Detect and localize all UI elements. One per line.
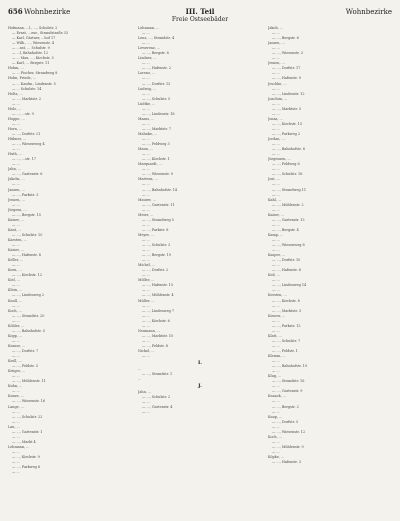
list-item: — ...	[272, 399, 280, 404]
list-item: — ...	[142, 400, 150, 405]
list-item: Lindner, ...	[138, 56, 157, 61]
list-item: — ..., Gartenstr. 11	[142, 202, 175, 207]
list-item: — ..., Feldstr. 1	[272, 349, 298, 353]
list-item: — ...	[12, 222, 20, 227]
list-item: — ..., Lindenweg 2	[12, 293, 45, 298]
list-item: — ..., Parkstr. 3	[12, 192, 39, 197]
list-item: — ..., Feldstr. 8	[142, 343, 168, 348]
list-item: ...	[138, 377, 142, 382]
list-item: — ...	[142, 152, 150, 157]
list-item: — ...nst, ... Schulstr. 9	[12, 46, 50, 51]
list-item: Martens, ...	[138, 177, 158, 182]
list-item: Keller, ...	[8, 258, 24, 263]
list-item: — ..., Wiesenstr. 16	[12, 399, 46, 404]
list-item: Holm, Friedr., ...	[8, 76, 37, 81]
list-item: Kaiser, ...	[8, 217, 25, 222]
list-item: — ..., Lindenstr. 18	[142, 111, 175, 116]
list-item: — ..., Wiesenstr. 3	[272, 51, 303, 56]
list-item: Lau, ...	[8, 424, 20, 429]
list-item: — ...l, Bahnhofstr. 12	[12, 51, 49, 56]
list-item: — ..., Hafenstr. 6	[272, 268, 301, 273]
list-item: — ...	[142, 313, 150, 318]
list-item: — ...	[272, 359, 280, 364]
list-item: — Karl, Gärtner, ...hof 17	[12, 36, 56, 41]
list-item: Ludwig, ...	[138, 86, 157, 91]
list-item: — ...	[12, 243, 20, 248]
list-item: — ..., Hafenstr. 9	[272, 76, 301, 81]
list-item: Jensen, ...	[268, 61, 285, 66]
column-2	[138, 26, 262, 515]
list-item: — ...	[272, 101, 280, 106]
list-item: — ..., Markt 4	[12, 439, 36, 444]
list-item: — ..., Bergstr. 19	[142, 253, 171, 258]
list-item: — ...	[12, 303, 20, 308]
list-item: — Ernst, ...eur., Strandstraße 33	[12, 31, 69, 36]
list-item: — ..., Strandstr. 1	[142, 372, 173, 377]
list-item: — ..., Dorfstr. 2	[142, 268, 169, 273]
list-item: — ...	[12, 460, 20, 465]
list-item: — ...	[272, 248, 280, 253]
list-item: — ...	[12, 409, 20, 414]
list-item: — Wilh., ..., Wiesenstr. 4	[12, 41, 54, 46]
list-item: — ..., Gartenstr. 6	[12, 172, 43, 177]
list-item: Jansen, ...	[8, 187, 25, 192]
list-item: — ..., Hafenstr. 2	[142, 66, 171, 71]
list-item: — ...	[12, 121, 20, 126]
list-item: — ...	[12, 354, 20, 359]
list-item: — ..., Strandweg 11	[272, 187, 307, 192]
list-item: — ..., Mühlenstr. 11	[12, 379, 46, 384]
list-item: — ..., Bahnhofstr. 8	[272, 147, 305, 152]
list-item: — ...	[272, 369, 280, 374]
list-item: — ...	[272, 71, 280, 76]
list-item: Müller, ...	[138, 298, 155, 303]
list-item: — ...	[142, 222, 150, 227]
list-item: — ..., Gartenstr. 9	[272, 389, 303, 394]
list-item: — ... Kaufm., Lindenstr. 5	[12, 81, 56, 86]
list-item: — Karl, ... Bergstr. 11	[12, 61, 50, 66]
list-item: Holtz, ...	[8, 91, 23, 96]
list-item: — ..., Schulstr. 3	[142, 243, 171, 248]
list-item: — ..., Bergstr. 8	[142, 51, 169, 56]
list-item: — ...	[12, 147, 20, 152]
list-item: — ..., Wiesenstr. 9	[142, 172, 173, 177]
list-item: — ...	[12, 101, 20, 106]
directory-columns	[8, 26, 392, 515]
list-item: — ...	[142, 273, 150, 278]
list-item: — ... Fischer, Strandweg 8	[12, 71, 58, 76]
list-item: — ..., Marktstr. 7	[142, 126, 172, 131]
list-item: Köpke, ...	[268, 454, 285, 459]
list-item: Kiesow, ...	[268, 313, 286, 318]
list-item: — ...	[272, 263, 280, 268]
list-item: Klein, ...	[8, 288, 23, 293]
list-item: — ...	[142, 192, 150, 197]
header-place: Freie Ostseebäder	[171, 16, 229, 23]
list-item: — ...	[12, 338, 20, 343]
list-item: Hofmann, ...l., ..., Schulstr. 2	[8, 26, 58, 30]
list-item: Kaiser, ...	[8, 248, 25, 253]
list-item: — ...	[272, 424, 280, 429]
list-item: Jonas, ...	[268, 116, 283, 121]
list-item: Köhler, ...	[8, 323, 25, 328]
list-item: — ..., Schulstr. 5	[142, 96, 171, 101]
column-3	[268, 26, 392, 515]
list-item: — ...	[12, 434, 20, 439]
list-item: — ..., Bergstr. 6	[272, 36, 299, 41]
list-item: Kamp, ...	[268, 232, 284, 237]
list-item: — ..., Mühlenstr. 2	[272, 202, 304, 207]
list-item: Meyer, ...	[138, 232, 155, 237]
list-item: Lorenz, ...	[138, 71, 156, 76]
list-item: Koch, ...	[268, 434, 282, 439]
list-item: — ..., Marktstr. 5	[272, 106, 302, 111]
list-item: — ..., Kirchstr. 1	[142, 157, 170, 162]
list-item: — ..., Hafenstr. 15	[142, 283, 174, 288]
list-item: — ...	[142, 354, 150, 359]
header-part: III. Teil	[185, 7, 215, 16]
list-item: — ...	[272, 237, 280, 242]
list-item: — ...	[142, 182, 150, 187]
list-item: — ...	[12, 374, 20, 379]
list-item: — ...	[272, 111, 280, 116]
list-item: Jansen, ...	[268, 41, 285, 46]
list-item: — ...	[142, 288, 150, 293]
list-item: Knop, ...	[268, 414, 283, 419]
list-item: — ..., Kirchstr. 15	[272, 121, 302, 126]
list-item: — ..., Parkstr. 12	[272, 323, 301, 328]
list-item: — ..., Wiesenweg 4	[12, 142, 45, 147]
list-item: — ..., Kirchstr. 8	[272, 298, 300, 303]
list-item: — ...	[12, 470, 20, 475]
list-item: — ...	[272, 152, 280, 157]
list-item: — ...	[142, 91, 150, 96]
list-item: — ..., Dorfstr. 7	[12, 349, 39, 353]
list-item: Marquardt, ...	[138, 162, 163, 167]
list-item: — ... Schulstr. 14	[12, 86, 42, 91]
list-item: — ...	[272, 46, 280, 51]
list-item: — ..., Gartenstr. 13	[272, 217, 305, 222]
list-item: Hübner, ...	[8, 137, 27, 142]
list-item: — ...	[142, 61, 150, 66]
list-item: — ..., Parkweg 2	[272, 131, 300, 136]
list-item: — ...	[142, 207, 150, 212]
list-item: — ..., Schulstr. 10	[12, 232, 43, 237]
list-item: — ..., Strandweg 5	[142, 217, 174, 222]
list-item: Lewerenz, ...	[138, 46, 161, 51]
list-item: Maass, ...	[138, 116, 155, 121]
list-item: Klemm, ...	[268, 354, 286, 359]
list-item: Kunze, ...	[8, 394, 25, 399]
list-item: — ..., ...str. 9	[12, 111, 34, 116]
list-item: — ...	[142, 338, 150, 343]
list-item: — ...	[272, 384, 280, 389]
list-item: Lenz, ..., Strandstr. 4	[138, 36, 175, 41]
list-item: — ...	[142, 137, 150, 142]
list-item: — ..., Feldstr. 3	[12, 364, 38, 369]
list-item: — ..., Dorfstr. 21	[12, 131, 41, 136]
list-item: Kersten, ...	[268, 293, 287, 298]
list-item: — ...	[272, 409, 280, 414]
list-item: — ...	[12, 419, 20, 424]
list-item: — ...	[142, 41, 150, 46]
page-number: 656	[8, 7, 23, 16]
list-item: — ...	[272, 192, 280, 197]
list-item: — ..., Dorfstr. 10	[272, 258, 301, 263]
list-item: — ...	[272, 126, 280, 131]
list-item: — ...	[272, 222, 280, 227]
list-item: Jordan, ...	[268, 137, 285, 142]
list-item: — ...	[272, 56, 280, 61]
list-item: — ..., Bahnhofstr. 19	[272, 364, 308, 369]
list-item: — ..., Dorfstr. 17	[272, 66, 301, 71]
list-item: — ..., Dorfstr. 13	[142, 81, 171, 86]
list-item: Kern, ...	[8, 268, 22, 273]
page-header	[8, 6, 392, 23]
list-item: — ..., Kirchstr. 12	[12, 273, 42, 278]
list-item: — ...	[272, 328, 280, 333]
list-item: — ...	[12, 162, 20, 167]
list-item: — ..., Bahnhofstr. 5	[12, 328, 45, 333]
list-item: Just, ...	[268, 177, 281, 182]
list-item: — ..., Strandstr. 16	[272, 379, 305, 384]
list-item: — ..., Marktstr. 10	[142, 333, 174, 338]
list-item: Kant, ...	[8, 227, 22, 232]
list-item: — ...	[142, 248, 150, 253]
list-item: — ..., Schulstr. 16	[272, 172, 303, 177]
list-item: — ..., Schulstr. 22	[12, 414, 43, 419]
list-item: — ..., Mühlenstr. 4	[142, 293, 174, 298]
list-item: — ..., Hafenstr. 8	[12, 253, 41, 258]
list-item: Jakob, ...	[268, 26, 284, 30]
list-item: — ...	[12, 283, 20, 288]
list-item: — ...	[142, 258, 150, 263]
list-item: Kasper, ...	[268, 253, 286, 258]
list-item: Kuhn, ...	[8, 384, 23, 389]
list-item: — ..., Bergstr. 4	[272, 227, 299, 232]
list-item: Möller, ...	[138, 278, 155, 283]
list-item: — ...	[142, 237, 150, 242]
list-item: Jakobs, ...	[8, 177, 25, 182]
list-item: Huth, ...	[8, 152, 23, 157]
list-item: — ...	[272, 207, 280, 212]
list-item: — ...	[272, 278, 280, 283]
list-item: Michel, ...	[138, 263, 156, 268]
list-item: — ..., Marktstr. 3	[272, 308, 302, 313]
list-item: Krüger, ...	[8, 369, 26, 374]
list-item: — ..., Strandstr. 20	[12, 313, 45, 318]
list-item: — ...	[142, 303, 150, 308]
list-item: Keil, ...	[268, 273, 281, 278]
header-left-word: Wohnbezirke	[24, 8, 71, 16]
list-item: — ...	[142, 106, 150, 111]
list-item: Knaack, ...	[268, 394, 287, 399]
list-item: — ...	[12, 449, 20, 454]
list-item: Meier, ...	[138, 212, 154, 217]
list-item: — ..., Marktstr. 2	[12, 96, 42, 101]
list-item: Jensen, ...	[8, 197, 25, 202]
header-right-word: Wohnbezirke	[345, 8, 392, 16]
list-item: — ...	[12, 263, 20, 268]
list-item: — ...	[12, 202, 20, 207]
column-1	[8, 26, 132, 515]
list-item: — ..., Lindenstr. 12	[272, 91, 305, 96]
list-item: — ...	[12, 318, 20, 323]
list-item: — ...	[142, 323, 150, 328]
list-item: — ..., Wiesenstr. 12	[272, 429, 306, 434]
list-item: Jürgens, ...	[8, 207, 27, 212]
list-item: — ...	[142, 76, 150, 81]
list-item: — ..., Feldweg 6	[272, 162, 300, 167]
list-item: Kroll, ...	[8, 359, 22, 364]
list-item: Kopp, ...	[8, 333, 23, 338]
list-item: — ..., Wiesenweg 8	[272, 243, 305, 248]
list-item: — ...	[142, 31, 150, 36]
list-item: — ...	[12, 389, 20, 394]
list-item: — ...	[142, 121, 150, 126]
list-item: Hohm, ...	[8, 66, 24, 71]
list-item: Jeschke, ...	[268, 81, 287, 86]
list-item: — ..., Bergstr. 15	[12, 212, 41, 217]
list-item: — ...	[142, 167, 150, 172]
list-item: ...	[138, 367, 142, 372]
list-item: Klug, ...	[268, 374, 282, 379]
list-item: — ..., Dorfstr. 5	[272, 419, 299, 424]
list-item: — ...	[272, 318, 280, 323]
section-letter: J.	[198, 383, 202, 390]
list-item: — ...	[272, 288, 280, 293]
list-item: — ..., Parkweg 6	[12, 465, 40, 470]
list-item: — ..., Mühlenstr. 9	[272, 444, 304, 449]
list-item: Kaiser, ...	[268, 212, 285, 217]
list-item: — ..., Gartenstr. 4	[142, 405, 173, 410]
list-item: — ..., Bahnhofstr. 14	[142, 187, 178, 192]
list-item: — ...	[272, 449, 280, 454]
list-item: — ...	[142, 410, 150, 415]
list-item: Lehmann, ...	[138, 26, 160, 30]
list-item: — ..., Kirchstr. 6	[142, 318, 170, 323]
list-item: Karsten, ...	[8, 237, 27, 242]
list-item: Jürgensen, ...	[268, 157, 291, 162]
list-item: Kiel, ...	[8, 278, 21, 283]
list-item: — ..., ...str. 17	[12, 157, 36, 162]
list-item: Lüdtke, ...	[138, 101, 156, 106]
list-item: Joachim, ...	[268, 96, 288, 101]
list-item: — ...	[12, 182, 20, 187]
list-item: Krause, ...	[8, 343, 26, 348]
list-item: — ..., Gartenstr. 1	[12, 429, 43, 434]
list-item: Jahn, ...	[138, 390, 152, 395]
list-item: — ..., Bergstr. 2	[272, 404, 299, 409]
list-item: Koch, ...	[8, 308, 22, 313]
list-item: — ...	[272, 31, 280, 36]
list-item: Horn, ...	[8, 126, 23, 131]
list-item: Lehmann, ...	[8, 444, 30, 449]
section-letter: I.	[197, 360, 203, 367]
list-item: Hoppe, ...	[8, 116, 25, 121]
list-item: — ..., Feldweg 3	[142, 142, 170, 147]
list-item: Neumann, ...	[138, 328, 161, 333]
list-item: Nickel, ...	[138, 349, 155, 353]
list-item: — ..., Kirchstr. 9	[12, 454, 40, 459]
list-item: Lange, ...	[8, 404, 25, 409]
list-item: — ..., Lindenweg 14	[272, 283, 307, 288]
list-item: Kahl, ...	[268, 197, 282, 202]
list-item: Mahnke, ...	[138, 131, 158, 136]
list-item: — ..., Parkstr. 8	[142, 227, 169, 232]
list-item: — ...	[272, 142, 280, 147]
list-item: — ...	[272, 86, 280, 91]
list-item: — ...	[272, 439, 280, 444]
list-item: — ...	[272, 343, 280, 348]
list-item: — ..., Hafenstr. 3	[272, 460, 301, 465]
list-item: Mann, ...	[138, 147, 154, 152]
list-item: — ...	[272, 182, 280, 187]
list-item: Maurer, ...	[138, 197, 156, 202]
list-item: — ..., Schulstr. 7	[272, 338, 301, 343]
list-item: Knoll, ...	[8, 298, 23, 303]
list-item: — ...	[272, 303, 280, 308]
list-item: — ...	[272, 167, 280, 172]
list-item: Holz, ...	[8, 106, 22, 111]
list-item: — ..., Schulstr. 2	[142, 395, 171, 400]
list-item: — ... Max, ..., Kirchstr. 3	[12, 56, 54, 61]
list-item: Klatt, ...	[268, 333, 282, 338]
list-item: — ..., Lindenweg 7	[142, 308, 175, 313]
list-item: Jahn, ...	[8, 167, 22, 172]
